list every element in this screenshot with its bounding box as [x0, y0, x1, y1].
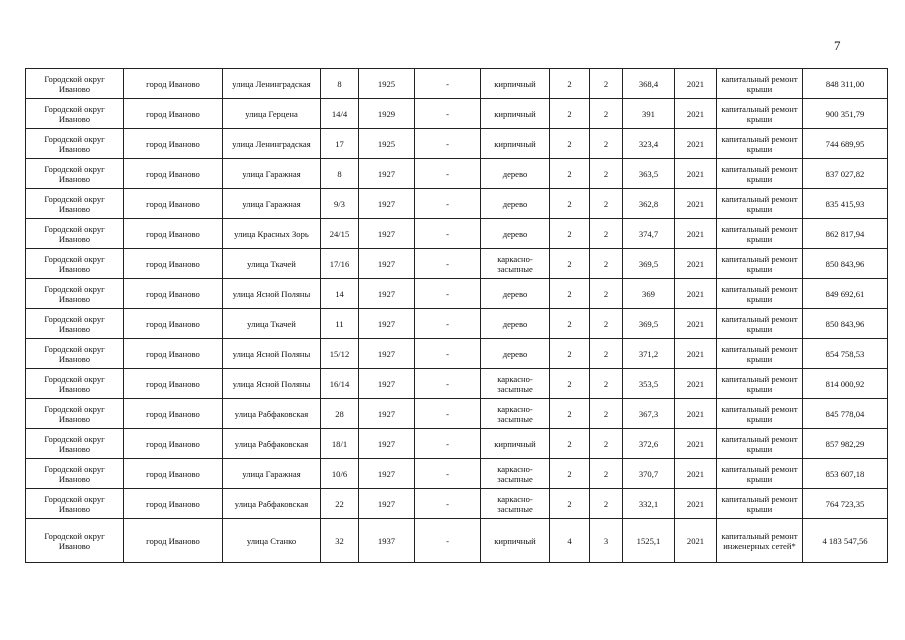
district-cell: Городской округ Иваново	[26, 129, 124, 159]
city-cell: город Иваново	[124, 489, 223, 519]
plan-year-cell: 2021	[675, 249, 717, 279]
empty-value-cell: -	[415, 459, 481, 489]
work-type-cell: капитальный ремонт крыши	[717, 189, 803, 219]
entrances-cell: 2	[590, 219, 623, 249]
build-year-cell: 1927	[359, 219, 415, 249]
street-cell: улица Рабфаковская	[223, 489, 321, 519]
table-row	[26, 519, 888, 563]
table-row	[26, 219, 888, 249]
area-cell: 391	[623, 99, 675, 129]
build-year-cell: 1927	[359, 429, 415, 459]
district-cell: Городской округ Иваново	[26, 519, 124, 563]
area-cell: 332,1	[623, 489, 675, 519]
table-row	[26, 279, 888, 309]
work-type-cell: капитальный ремонт крыши	[717, 249, 803, 279]
street-cell: улица Рабфаковская	[223, 429, 321, 459]
street-cell: улица Герцена	[223, 99, 321, 129]
floors-cell: 2	[550, 219, 590, 249]
floors-cell: 2	[550, 309, 590, 339]
area-cell: 362,8	[623, 189, 675, 219]
street-cell: улица Станко	[223, 519, 321, 563]
table-row	[26, 309, 888, 339]
work-type-cell: капитальный ремонт крыши	[717, 159, 803, 189]
city-cell: город Иваново	[124, 219, 223, 249]
house-number-cell: 22	[321, 489, 359, 519]
build-year-cell: 1927	[359, 249, 415, 279]
empty-value-cell: -	[415, 219, 481, 249]
table-row	[26, 459, 888, 489]
entrances-cell: 2	[590, 339, 623, 369]
floors-cell: 2	[550, 459, 590, 489]
work-type-cell: капитальный ремонт крыши	[717, 369, 803, 399]
plan-year-cell: 2021	[675, 309, 717, 339]
work-type-cell: капитальный ремонт крыши	[717, 459, 803, 489]
cost-cell: 764 723,35	[803, 489, 888, 519]
house-number-cell: 18/1	[321, 429, 359, 459]
wall-material-cell: дерево	[481, 219, 550, 249]
work-type-cell: капитальный ремонт крыши	[717, 219, 803, 249]
build-year-cell: 1927	[359, 159, 415, 189]
plan-year-cell: 2021	[675, 339, 717, 369]
empty-value-cell: -	[415, 279, 481, 309]
district-cell: Городской округ Иваново	[26, 459, 124, 489]
entrances-cell: 2	[590, 459, 623, 489]
area-cell: 370,7	[623, 459, 675, 489]
work-type-cell: капитальный ремонт крыши	[717, 279, 803, 309]
area-cell: 369,5	[623, 249, 675, 279]
work-type-cell: капитальный ремонт инженерных сетей*	[717, 519, 803, 563]
city-cell: город Иваново	[124, 459, 223, 489]
empty-value-cell: -	[415, 309, 481, 339]
entrances-cell: 2	[590, 429, 623, 459]
build-year-cell: 1927	[359, 189, 415, 219]
area-cell: 353,5	[623, 369, 675, 399]
floors-cell: 2	[550, 249, 590, 279]
cost-cell: 850 843,96	[803, 249, 888, 279]
city-cell: город Иваново	[124, 99, 223, 129]
cost-cell: 853 607,18	[803, 459, 888, 489]
empty-value-cell: -	[415, 189, 481, 219]
street-cell: улица Ленинградская	[223, 129, 321, 159]
city-cell: город Иваново	[124, 369, 223, 399]
city-cell: город Иваново	[124, 309, 223, 339]
area-cell: 323,4	[623, 129, 675, 159]
plan-year-cell: 2021	[675, 159, 717, 189]
cost-cell: 854 758,53	[803, 339, 888, 369]
floors-cell: 2	[550, 369, 590, 399]
district-cell: Городской округ Иваново	[26, 249, 124, 279]
page-number: 7	[834, 38, 841, 53]
entrances-cell: 2	[590, 189, 623, 219]
floors-cell: 2	[550, 279, 590, 309]
district-cell: Городской округ Иваново	[26, 339, 124, 369]
house-number-cell: 8	[321, 69, 359, 99]
city-cell: город Иваново	[124, 429, 223, 459]
floors-cell: 2	[550, 489, 590, 519]
empty-value-cell: -	[415, 159, 481, 189]
wall-material-cell: дерево	[481, 189, 550, 219]
floors-cell: 2	[550, 159, 590, 189]
house-number-cell: 32	[321, 519, 359, 563]
city-cell: город Иваново	[124, 519, 223, 563]
floors-cell: 2	[550, 189, 590, 219]
empty-value-cell: -	[415, 99, 481, 129]
street-cell: улица Гаражная	[223, 159, 321, 189]
floors-cell: 4	[550, 519, 590, 563]
table-row	[26, 99, 888, 129]
wall-material-cell: кирпичный	[481, 129, 550, 159]
wall-material-cell: каркасно-засыпные	[481, 489, 550, 519]
area-cell: 372,6	[623, 429, 675, 459]
city-cell: город Иваново	[124, 129, 223, 159]
cost-cell: 862 817,94	[803, 219, 888, 249]
floors-cell: 2	[550, 69, 590, 99]
build-year-cell: 1927	[359, 369, 415, 399]
house-number-cell: 11	[321, 309, 359, 339]
wall-material-cell: дерево	[481, 279, 550, 309]
build-year-cell: 1927	[359, 279, 415, 309]
plan-year-cell: 2021	[675, 69, 717, 99]
house-number-cell: 16/14	[321, 369, 359, 399]
house-number-cell: 10/6	[321, 459, 359, 489]
street-cell: улица Гаражная	[223, 459, 321, 489]
entrances-cell: 2	[590, 309, 623, 339]
cost-cell: 814 000,92	[803, 369, 888, 399]
work-type-cell: капитальный ремонт крыши	[717, 309, 803, 339]
cost-cell: 900 351,79	[803, 99, 888, 129]
table-row	[26, 129, 888, 159]
city-cell: город Иваново	[124, 159, 223, 189]
empty-value-cell: -	[415, 399, 481, 429]
empty-value-cell: -	[415, 69, 481, 99]
plan-year-cell: 2021	[675, 99, 717, 129]
area-cell: 371,2	[623, 339, 675, 369]
cost-cell: 744 689,95	[803, 129, 888, 159]
table-row	[26, 369, 888, 399]
cost-cell: 4 183 547,56	[803, 519, 888, 563]
table-row	[26, 489, 888, 519]
plan-year-cell: 2021	[675, 189, 717, 219]
entrances-cell: 2	[590, 249, 623, 279]
area-cell: 1525,1	[623, 519, 675, 563]
city-cell: город Иваново	[124, 279, 223, 309]
empty-value-cell: -	[415, 489, 481, 519]
district-cell: Городской округ Иваново	[26, 279, 124, 309]
street-cell: улица Рабфаковская	[223, 399, 321, 429]
build-year-cell: 1929	[359, 99, 415, 129]
wall-material-cell: дерево	[481, 159, 550, 189]
empty-value-cell: -	[415, 339, 481, 369]
floors-cell: 2	[550, 99, 590, 129]
plan-year-cell: 2021	[675, 489, 717, 519]
house-number-cell: 9/3	[321, 189, 359, 219]
entrances-cell: 2	[590, 369, 623, 399]
district-cell: Городской округ Иваново	[26, 489, 124, 519]
city-cell: город Иваново	[124, 189, 223, 219]
table-row	[26, 189, 888, 219]
entrances-cell: 3	[590, 519, 623, 563]
street-cell: улица Ясной Поляны	[223, 369, 321, 399]
city-cell: город Иваново	[124, 399, 223, 429]
area-cell: 374,7	[623, 219, 675, 249]
floors-cell: 2	[550, 129, 590, 159]
street-cell: улица Ткачей	[223, 249, 321, 279]
house-number-cell: 15/12	[321, 339, 359, 369]
area-cell: 367,3	[623, 399, 675, 429]
cost-cell: 848 311,00	[803, 69, 888, 99]
cost-cell: 849 692,61	[803, 279, 888, 309]
empty-value-cell: -	[415, 369, 481, 399]
plan-year-cell: 2021	[675, 219, 717, 249]
house-number-cell: 17/16	[321, 249, 359, 279]
wall-material-cell: каркасно-засыпные	[481, 369, 550, 399]
house-number-cell: 14/4	[321, 99, 359, 129]
table-row	[26, 69, 888, 99]
entrances-cell: 2	[590, 69, 623, 99]
entrances-cell: 2	[590, 99, 623, 129]
table-row	[26, 159, 888, 189]
wall-material-cell: дерево	[481, 309, 550, 339]
plan-year-cell: 2021	[675, 429, 717, 459]
district-cell: Городской округ Иваново	[26, 69, 124, 99]
empty-value-cell: -	[415, 129, 481, 159]
plan-year-cell: 2021	[675, 129, 717, 159]
plan-year-cell: 2021	[675, 459, 717, 489]
cost-cell: 835 415,93	[803, 189, 888, 219]
area-cell: 363,5	[623, 159, 675, 189]
district-cell: Городской округ Иваново	[26, 99, 124, 129]
house-number-cell: 8	[321, 159, 359, 189]
table-row	[26, 429, 888, 459]
work-type-cell: капитальный ремонт крыши	[717, 339, 803, 369]
build-year-cell: 1927	[359, 309, 415, 339]
build-year-cell: 1927	[359, 489, 415, 519]
build-year-cell: 1927	[359, 399, 415, 429]
build-year-cell: 1927	[359, 459, 415, 489]
empty-value-cell: -	[415, 429, 481, 459]
area-cell: 369	[623, 279, 675, 309]
wall-material-cell: кирпичный	[481, 69, 550, 99]
district-cell: Городской округ Иваново	[26, 189, 124, 219]
entrances-cell: 2	[590, 279, 623, 309]
repair-registry-table	[25, 68, 888, 563]
floors-cell: 2	[550, 399, 590, 429]
wall-material-cell: кирпичный	[481, 429, 550, 459]
district-cell: Городской округ Иваново	[26, 429, 124, 459]
cost-cell: 857 982,29	[803, 429, 888, 459]
cost-cell: 837 027,82	[803, 159, 888, 189]
work-type-cell: капитальный ремонт крыши	[717, 99, 803, 129]
street-cell: улица Ткачей	[223, 309, 321, 339]
build-year-cell: 1925	[359, 129, 415, 159]
city-cell: город Иваново	[124, 339, 223, 369]
city-cell: город Иваново	[124, 249, 223, 279]
floors-cell: 2	[550, 429, 590, 459]
table-row	[26, 249, 888, 279]
street-cell: улица Гаражная	[223, 189, 321, 219]
wall-material-cell: кирпичный	[481, 519, 550, 563]
entrances-cell: 2	[590, 399, 623, 429]
table-row	[26, 339, 888, 369]
work-type-cell: капитальный ремонт крыши	[717, 489, 803, 519]
district-cell: Городской округ Иваново	[26, 159, 124, 189]
plan-year-cell: 2021	[675, 279, 717, 309]
house-number-cell: 28	[321, 399, 359, 429]
street-cell: улица Ленинградская	[223, 69, 321, 99]
wall-material-cell: каркасно-засыпные	[481, 399, 550, 429]
city-cell: город Иваново	[124, 69, 223, 99]
build-year-cell: 1937	[359, 519, 415, 563]
street-cell: улица Красных Зорь	[223, 219, 321, 249]
entrances-cell: 2	[590, 129, 623, 159]
entrances-cell: 2	[590, 159, 623, 189]
district-cell: Городской округ Иваново	[26, 219, 124, 249]
cost-cell: 850 843,96	[803, 309, 888, 339]
district-cell: Городской округ Иваново	[26, 399, 124, 429]
area-cell: 369,5	[623, 309, 675, 339]
house-number-cell: 17	[321, 129, 359, 159]
entrances-cell: 2	[590, 489, 623, 519]
empty-value-cell: -	[415, 249, 481, 279]
wall-material-cell: кирпичный	[481, 99, 550, 129]
table-row	[26, 399, 888, 429]
work-type-cell: капитальный ремонт крыши	[717, 399, 803, 429]
cost-cell: 845 778,04	[803, 399, 888, 429]
plan-year-cell: 2021	[675, 519, 717, 563]
work-type-cell: капитальный ремонт крыши	[717, 129, 803, 159]
work-type-cell: капитальный ремонт крыши	[717, 69, 803, 99]
wall-material-cell: каркасно-засыпные	[481, 459, 550, 489]
district-cell: Городской округ Иваново	[26, 369, 124, 399]
wall-material-cell: каркасно-засыпные	[481, 249, 550, 279]
work-type-cell: капитальный ремонт крыши	[717, 429, 803, 459]
district-cell: Городской округ Иваново	[26, 309, 124, 339]
area-cell: 368,4	[623, 69, 675, 99]
empty-value-cell: -	[415, 519, 481, 563]
floors-cell: 2	[550, 339, 590, 369]
plan-year-cell: 2021	[675, 399, 717, 429]
wall-material-cell: дерево	[481, 339, 550, 369]
street-cell: улица Ясной Поляны	[223, 279, 321, 309]
house-number-cell: 24/15	[321, 219, 359, 249]
build-year-cell: 1927	[359, 339, 415, 369]
plan-year-cell: 2021	[675, 369, 717, 399]
build-year-cell: 1925	[359, 69, 415, 99]
house-number-cell: 14	[321, 279, 359, 309]
street-cell: улица Ясной Поляны	[223, 339, 321, 369]
